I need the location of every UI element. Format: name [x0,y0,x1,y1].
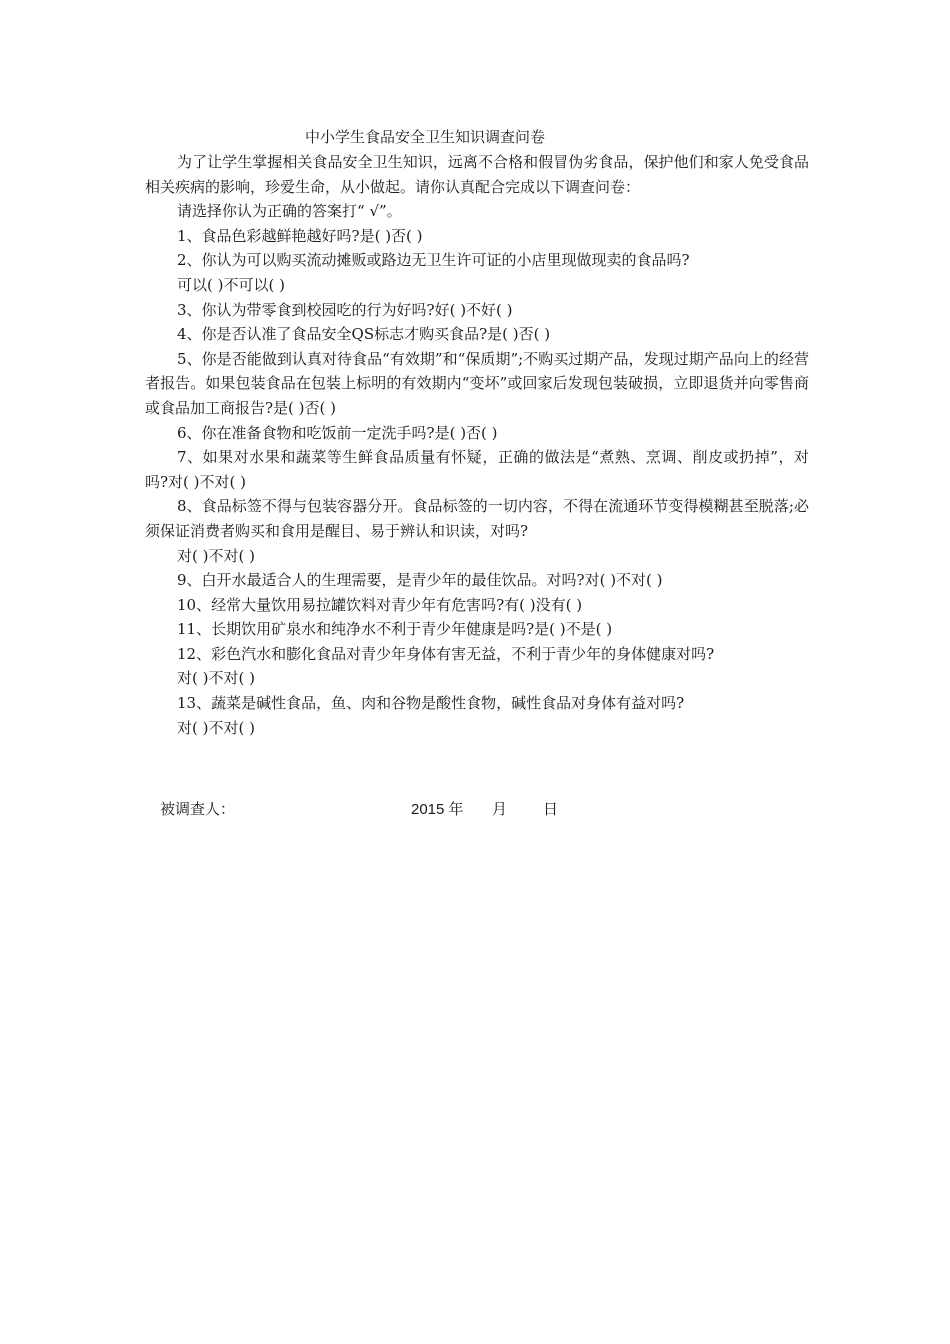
intro-paragraph: 为了让学生掌握相关食品安全卫生知识，远离不合格和假冒伪劣食品，保护他们和家人免受食品相关疾病的影响，珍爱生命，从小做起。请你认真配合完成以下调查问卷： [145,153,809,196]
question-6: 6、你在准备食物和吃饭前一定洗手吗?是( )否( ) [177,423,498,442]
question-2-options: 可以( )不可以( ) [177,275,285,294]
question-4: 4、你是否认准了食品安全QS标志才购买食品?是( )否( ) [177,325,551,344]
question-13-options: 对( )不对( ) [177,718,255,737]
question-12-options: 对( )不对( ) [177,669,255,688]
question-7: 7、如果对水果和蔬菜等生鲜食品质量有怀疑，正确的做法是“煮熟、烹调、削皮或扔掉”，对吗?对( )不对( ) [145,448,809,491]
question-9: 9、白开水最适合人的生理需要，是青少年的最佳饮品。对吗?对( )不对( ) [177,571,663,590]
question-12: 12、彩色汽水和膨化食品对青少年身体有害无益，不利于青少年的身体健康对吗? [177,644,715,663]
signature-footer [160,798,660,822]
date-day: 日 [543,801,559,818]
question-2: 2、你认为可以购买流动摊贩或路边无卫生许可证的小店里现做现卖的食品吗? [177,251,690,270]
respondent-label: 被调查人： [160,801,236,818]
question-8-options: 对( )不对( ) [177,546,255,565]
question-11: 11、长期饮用矿泉水和纯净水不利于青少年健康是吗?是( )不是( ) [177,620,613,639]
document-body [145,124,809,740]
question-1: 1、食品色彩越鲜艳越好吗?是( )否( ) [177,226,423,245]
document-title: 中小学生食品安全卫生知识调查问卷 [305,128,546,146]
instruction-line: 请选择你认为正确的答案打“ √”。 [177,202,402,221]
date-month: 月 [492,801,508,818]
question-13: 13、蔬菜是碱性食品，鱼、肉和谷物是酸性食物，碱性食品对身体有益对吗? [177,694,685,713]
question-5: 5、你是否能做到认真对待食品“有效期”和“保质期”;不购买过期产品，发现过期产品向上的经营者报告。如果包装食品在包装上标明的有效期内“变坏”或回家后发现包装破损，立即退货并向零售商或食品加工商报告?是( )否( ) [145,349,809,417]
question-10: 10、经常大量饮用易拉罐饮料对青少年有危害吗?有( )没有( ) [177,595,583,614]
question-8: 8、食品标签不得与包装容器分开。食品标签的一切内容，不得在流通环节变得模糊甚至脱落;必须保证消费者购买和食用是醒目、易于辨认和识读，对吗? [145,497,809,540]
date-year: 2015 年 [411,801,464,818]
question-3: 3、你认为带零食到校园吃的行为好吗?好( )不好( ) [177,300,513,319]
